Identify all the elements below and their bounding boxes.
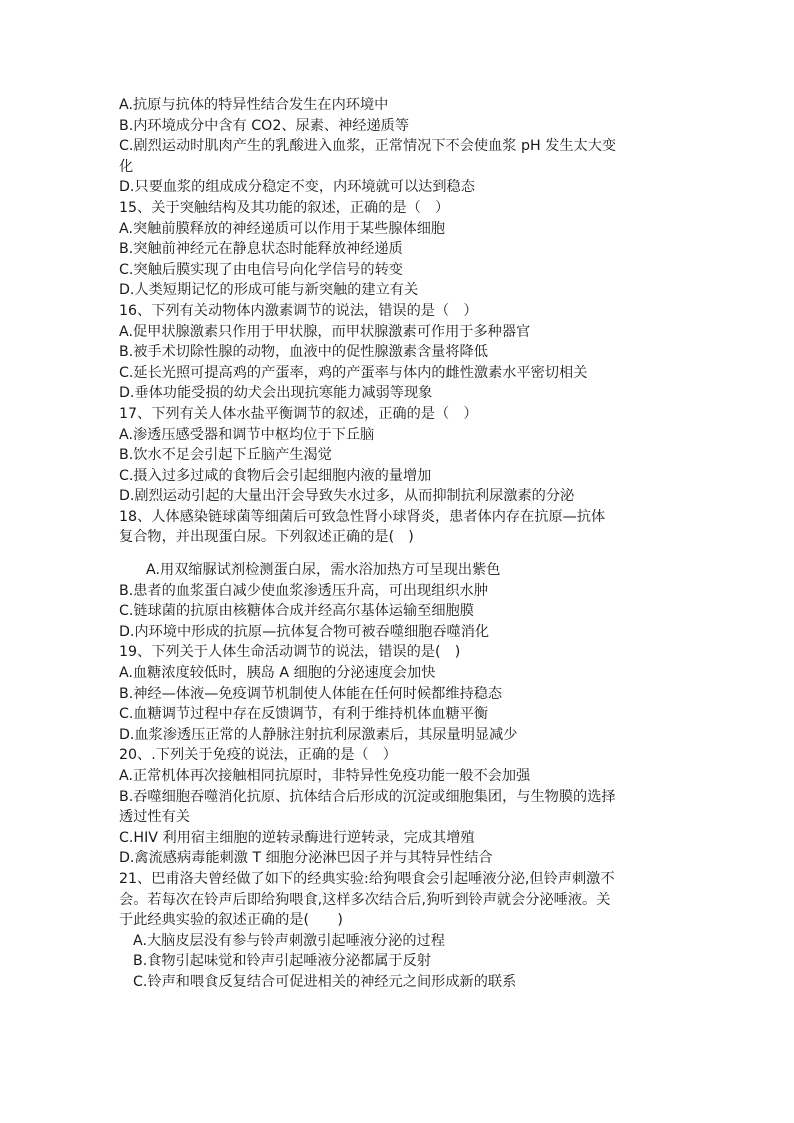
text-line: 会。若每次在铃声后即给狗喂食,这样多次结合后,狗听到铃声就会分泌唾液。关 <box>119 891 611 908</box>
text-line: A.正常机体再次接触相同抗原时，非特异性免疫功能一般不会加强 <box>119 768 531 784</box>
text-line: B.食物引起味觉和铃声引起唾液分泌都属于反射 <box>133 953 431 970</box>
text-line: 19、下列关于人体生命活动调节的说法，错误的是( ) <box>119 644 461 661</box>
text-line: B.患者的血浆蛋白减少使血浆渗透压升高，可出现组织水肿 <box>119 582 488 599</box>
text-line: A.促甲状腺激素只作用于甲状腺，而甲状腺激素可作用于多种器官 <box>119 323 531 340</box>
text-line: 复合物，并出现蛋白尿。下列叙述正确的是( ) <box>119 529 414 546</box>
text-line: 21、巴甫洛夫曾经做了如下的经典实验:给狗喂食会引起唾液分泌,但铃声刺激不 <box>119 870 615 887</box>
text-line: 16、下列有关动物体内激素调节的说法，错误的是（ ） <box>119 302 478 319</box>
text-line: 17、下列有关人体水盐平衡调节的叙述，正确的是（ ） <box>119 405 478 422</box>
text-line: 15、关于突触结构及其功能的叙述，正确的是（ ） <box>119 199 450 216</box>
text-line: C.HIV 利用宿主细胞的逆转录酶进行逆转录，完成其增殖 <box>119 829 475 846</box>
text-line: C.突触后膜实现了由电信号向化学信号的转变 <box>119 261 403 278</box>
text-line: 20、.下列关于免疫的说法，正确的是（ ） <box>119 747 397 764</box>
text-line: D.剧烈运动引起的大量出汗会导致失水过多，从而抑制抗利尿激素的分泌 <box>119 488 575 505</box>
text-line: A.血糖浓度较低时，胰岛 A 细胞的分泌速度会加快 <box>119 665 436 682</box>
text-line: D.禽流感病毒能刺激 T 细胞分泌淋巴因子并与其特异性结合 <box>119 850 493 867</box>
text-line: 于此经典实验的叙述正确的是( ) <box>119 912 343 929</box>
text-line: C.延长光照可提高鸡的产蛋率，鸡的产蛋率与体内的雌性激素水平密切相关 <box>119 364 588 381</box>
text-line: C.链球菌的抗原由核糖体合成并经高尔基体运输至细胞膜 <box>119 603 474 620</box>
text-line: 化 <box>119 158 134 175</box>
text-line: B.突触前神经元在静息状态时能释放神经递质 <box>119 241 403 258</box>
text-line: D.垂体功能受损的幼犬会出现抗寒能力减弱等现象 <box>119 385 433 402</box>
text-line: B.被手术切除性腺的动物，血液中的促性腺激素含量将降低 <box>119 344 488 361</box>
text-line: C.血糖调节过程中存在反馈调节，有利于维持机体血糖平衡 <box>119 706 489 723</box>
text-line: D.只要血浆的组成成分稳定不变，内环境就可以达到稳态 <box>119 179 475 196</box>
text-line: A.抗原与抗体的特异性结合发生在内环境中 <box>119 97 389 113</box>
text-line: A.用双缩脲试剂检测蛋白尿，需水浴加热方可呈现出紫色 <box>146 562 501 579</box>
text-line: C.摄入过多过咸的食物后会引起细胞内液的量增加 <box>119 467 432 484</box>
text-line: B.饮水不足会引起下丘脑产生渴觉 <box>119 447 332 464</box>
text-line: D.人类短期记忆的形成可能与新突触的建立有关 <box>119 282 419 299</box>
text-line: C.剧烈运动时肌肉产生的乳酸进入血浆，正常情况下不会使血浆 pH 发生太大变 <box>119 138 617 155</box>
text-line: B.内环境成分中含有 CO2、尿素、神经递质等 <box>119 117 410 134</box>
text-line: 透过性有关 <box>119 809 190 826</box>
text-line: B.神经—体液—免疫调节机制使人体能在任何时候都维持稳态 <box>119 685 503 702</box>
text-line: 18、人体感染链球菌等细菌后可致急性肾小球肾炎，患者体内存在抗原—抗体 <box>119 508 606 525</box>
question-text-body <box>119 95 709 993</box>
text-line: A.突触前膜释放的神经递质可以作用于某些腺体细胞 <box>119 220 446 237</box>
text-line: D.血浆渗透压正常的人静脉注射抗利尿激素后，其尿量明显减少 <box>119 726 518 743</box>
text-line: C.铃声和喂食反复结合可促进相关的神经元之间形成新的联系 <box>133 973 517 990</box>
text-line: A.渗透压感受器和调节中枢均位于下丘脑 <box>119 426 375 443</box>
text-line: B.吞噬细胞吞噬消化抗原、抗体结合后形成的沉淀或细胞集团，与生物膜的选择 <box>119 788 616 805</box>
text-line: A.大脑皮层没有参与铃声刺激引起唾液分泌的过程 <box>133 932 445 949</box>
text-line: D.内环境中形成的抗原—抗体复合物可被吞噬细胞吞噬消化 <box>119 623 490 640</box>
